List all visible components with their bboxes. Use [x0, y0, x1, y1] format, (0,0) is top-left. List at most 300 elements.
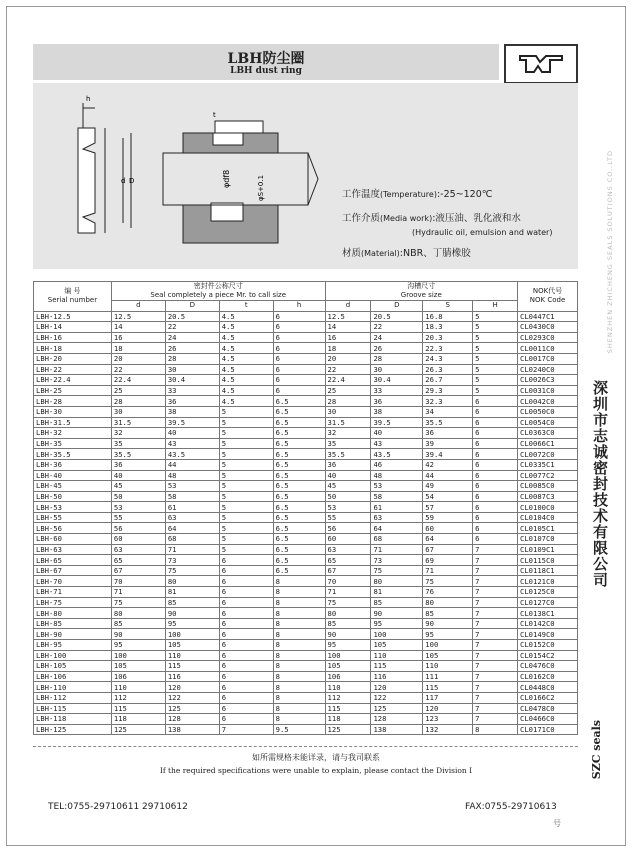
- value-cell: 117: [423, 692, 473, 703]
- header-nok-en: NOK Code: [529, 296, 566, 305]
- groove-col-d: D: [371, 301, 423, 312]
- serial-cell: LBH-35.5: [34, 449, 112, 460]
- nok-code-cell: CL0107C0: [518, 534, 578, 545]
- value-cell: 73: [371, 555, 423, 566]
- value-cell: 16.8: [423, 311, 473, 322]
- seal-symbol-icon: [504, 44, 578, 84]
- nok-code-cell: CL0478C0: [518, 703, 578, 714]
- seal-col-t: t: [219, 301, 273, 312]
- header-nok-zh: NOK代号: [532, 287, 563, 296]
- value-cell: 111: [423, 671, 473, 682]
- table-row: [34, 534, 578, 545]
- value-cell: 6: [273, 375, 325, 386]
- label-D: D: [129, 177, 135, 185]
- value-cell: 40: [165, 428, 219, 439]
- company-side: [590, 380, 620, 710]
- value-cell: 6: [473, 428, 518, 439]
- serial-cell: LBH-16: [34, 332, 112, 343]
- value-cell: 115: [423, 682, 473, 693]
- table-row: [34, 470, 578, 481]
- table-row: [34, 491, 578, 502]
- value-cell: 71: [371, 544, 423, 555]
- temperature-value: :-25~120℃: [436, 189, 493, 200]
- value-cell: 75: [165, 565, 219, 576]
- value-cell: 30: [111, 406, 165, 417]
- value-cell: 95: [111, 640, 165, 651]
- media-value: :液压油、乳化液和水: [432, 213, 521, 224]
- serial-cell: LBH-20: [34, 353, 112, 364]
- table-row: [34, 682, 578, 693]
- value-cell: 106: [111, 671, 165, 682]
- value-cell: 128: [371, 714, 423, 725]
- value-cell: 8: [273, 640, 325, 651]
- value-cell: 63: [111, 544, 165, 555]
- table-row: [34, 502, 578, 513]
- nok-code-cell: CL0118C1: [518, 565, 578, 576]
- table-row: [34, 353, 578, 364]
- header-serial-zh: 编 号: [64, 287, 81, 296]
- header-serial: [34, 282, 112, 312]
- serial-cell: LBH-90: [34, 629, 112, 640]
- table-row: [34, 618, 578, 629]
- table-row: [34, 343, 578, 354]
- value-cell: 38: [371, 406, 423, 417]
- value-cell: 8: [473, 724, 518, 735]
- nok-code-cell: CL0162C0: [518, 671, 578, 682]
- value-cell: 6.5: [273, 459, 325, 470]
- value-cell: 95: [423, 629, 473, 640]
- table-row: [34, 703, 578, 714]
- serial-cell: LBH-67: [34, 565, 112, 576]
- value-cell: 44: [423, 470, 473, 481]
- value-cell: 6: [219, 661, 273, 672]
- value-cell: 18: [111, 343, 165, 354]
- value-cell: 6.5: [273, 438, 325, 449]
- nok-code-cell: CL0154C2: [518, 650, 578, 661]
- table-row: [34, 671, 578, 682]
- value-cell: 26.3: [423, 364, 473, 375]
- value-cell: 53: [165, 481, 219, 492]
- table-row: [34, 417, 578, 428]
- serial-cell: LBH-85: [34, 618, 112, 629]
- value-cell: 36: [371, 396, 423, 407]
- serial-cell: LBH-14: [34, 322, 112, 333]
- value-cell: 8: [273, 703, 325, 714]
- value-cell: 43.5: [371, 449, 423, 460]
- table-row: [34, 523, 578, 534]
- tel-number: TEL:0755-29710611 29710612: [48, 802, 188, 812]
- serial-cell: LBH-32: [34, 428, 112, 439]
- nok-code-cell: CL0138C1: [518, 608, 578, 619]
- serial-cell: LBH-50: [34, 491, 112, 502]
- table-row: [34, 661, 578, 672]
- value-cell: 24: [165, 332, 219, 343]
- value-cell: 6: [219, 703, 273, 714]
- value-cell: 6: [219, 576, 273, 587]
- value-cell: 6: [219, 682, 273, 693]
- table-row: [34, 692, 578, 703]
- value-cell: 75: [325, 597, 371, 608]
- value-cell: 36: [165, 396, 219, 407]
- value-cell: 6: [273, 343, 325, 354]
- table-row: [34, 385, 578, 396]
- value-cell: 8: [273, 587, 325, 598]
- value-cell: 8: [273, 650, 325, 661]
- table-row: [34, 544, 578, 555]
- nok-code-cell: CL0031C0: [518, 385, 578, 396]
- value-cell: 14: [325, 322, 371, 333]
- value-cell: 128: [165, 714, 219, 725]
- value-cell: 110: [111, 682, 165, 693]
- serial-cell: LBH-55: [34, 512, 112, 523]
- table-row: [34, 565, 578, 576]
- nok-code-cell: CL0293C0: [518, 332, 578, 343]
- serial-cell: LBH-106: [34, 671, 112, 682]
- value-cell: 35.5: [111, 449, 165, 460]
- value-cell: 71: [423, 565, 473, 576]
- value-cell: 43.5: [165, 449, 219, 460]
- value-cell: 112: [111, 692, 165, 703]
- nok-code-cell: CL0077C2: [518, 470, 578, 481]
- value-cell: 4.5: [219, 311, 273, 322]
- value-cell: 8: [273, 618, 325, 629]
- table-row: [34, 428, 578, 439]
- table-row: [34, 587, 578, 598]
- value-cell: 5: [219, 544, 273, 555]
- table-row: [34, 322, 578, 333]
- value-cell: 70: [325, 576, 371, 587]
- value-cell: 35: [111, 438, 165, 449]
- value-cell: 6.5: [273, 417, 325, 428]
- groove-col-d: d: [325, 301, 371, 312]
- value-cell: 90: [165, 608, 219, 619]
- cross-section-diagram: [33, 83, 578, 269]
- nok-code-cell: CL0100C0: [518, 502, 578, 513]
- serial-cell: LBH-53: [34, 502, 112, 513]
- value-cell: 34: [423, 406, 473, 417]
- value-cell: 7: [473, 618, 518, 629]
- material-value: :NBR、丁腈橡胶: [399, 248, 471, 259]
- value-cell: 6.5: [273, 555, 325, 566]
- value-cell: 50: [111, 491, 165, 502]
- value-cell: 46: [371, 459, 423, 470]
- value-cell: 6: [473, 438, 518, 449]
- value-cell: 4.5: [219, 375, 273, 386]
- header-seal-zh: 密封件公称尺寸: [193, 282, 243, 290]
- value-cell: 55: [111, 512, 165, 523]
- value-cell: 55: [325, 512, 371, 523]
- value-cell: 30: [325, 406, 371, 417]
- value-cell: 39.5: [165, 417, 219, 428]
- value-cell: 75: [111, 597, 165, 608]
- value-cell: 76: [423, 587, 473, 598]
- value-cell: 112: [325, 692, 371, 703]
- value-cell: 5: [219, 406, 273, 417]
- value-cell: 6: [273, 311, 325, 322]
- spec-media-en: [412, 227, 552, 238]
- value-cell: 7: [473, 608, 518, 619]
- value-cell: 8: [273, 576, 325, 587]
- table-row: [34, 406, 578, 417]
- table-row: [34, 629, 578, 640]
- value-cell: 12.5: [325, 311, 371, 322]
- value-cell: 16: [325, 332, 371, 343]
- table-row: [34, 396, 578, 407]
- value-cell: 7: [473, 650, 518, 661]
- value-cell: 50: [325, 491, 371, 502]
- value-cell: 28: [165, 353, 219, 364]
- value-cell: 18: [325, 343, 371, 354]
- serial-cell: LBH-125: [34, 724, 112, 735]
- table-body: [34, 311, 578, 735]
- value-cell: 65: [325, 555, 371, 566]
- value-cell: 7: [473, 597, 518, 608]
- value-cell: 5: [219, 512, 273, 523]
- nok-code-cell: CL0171C0: [518, 724, 578, 735]
- header-groove: [325, 282, 517, 301]
- serial-cell: LBH-115: [34, 703, 112, 714]
- note-en: If the required specifications were unable to explain, please contact the Division I: [159, 766, 473, 775]
- value-cell: 100: [165, 629, 219, 640]
- table-row: [34, 459, 578, 470]
- value-cell: 65: [111, 555, 165, 566]
- value-cell: 6.5: [273, 502, 325, 513]
- value-cell: 6: [219, 587, 273, 598]
- serial-cell: LBH-35: [34, 438, 112, 449]
- header-seal: [111, 282, 325, 301]
- value-cell: 125: [165, 703, 219, 714]
- value-cell: 8: [273, 597, 325, 608]
- company-logo: SZC seals: [590, 720, 603, 780]
- table-row: [34, 714, 578, 725]
- value-cell: 6: [219, 714, 273, 725]
- value-cell: 105: [371, 640, 423, 651]
- value-cell: 115: [111, 703, 165, 714]
- value-cell: 44: [165, 459, 219, 470]
- value-cell: 8: [273, 692, 325, 703]
- value-cell: 6: [473, 481, 518, 492]
- value-cell: 67: [423, 544, 473, 555]
- nok-code-cell: CL0166C2: [518, 692, 578, 703]
- value-cell: 43: [371, 438, 423, 449]
- serial-cell: LBH-110: [34, 682, 112, 693]
- value-cell: 12.5: [111, 311, 165, 322]
- table-row: [34, 724, 578, 735]
- table-row: [34, 576, 578, 587]
- value-cell: 40: [371, 428, 423, 439]
- serial-cell: LBH-75: [34, 597, 112, 608]
- value-cell: 43: [165, 438, 219, 449]
- title-zh: LBH防尘圈: [227, 51, 305, 67]
- value-cell: 6.5: [273, 481, 325, 492]
- value-cell: 115: [325, 703, 371, 714]
- serial-cell: LBH-22.4: [34, 375, 112, 386]
- serial-cell: LBH-118: [34, 714, 112, 725]
- value-cell: 120: [165, 682, 219, 693]
- value-cell: 120: [371, 682, 423, 693]
- value-cell: 48: [165, 470, 219, 481]
- value-cell: 30: [165, 364, 219, 375]
- serial-cell: LBH-28: [34, 396, 112, 407]
- label-s: φS+0.1: [257, 174, 265, 201]
- value-cell: 38: [165, 406, 219, 417]
- value-cell: 105: [165, 640, 219, 651]
- value-cell: 85: [371, 597, 423, 608]
- value-cell: 125: [371, 703, 423, 714]
- value-cell: 33: [165, 385, 219, 396]
- value-cell: 118: [325, 714, 371, 725]
- serial-cell: LBH-70: [34, 576, 112, 587]
- value-cell: 6: [473, 470, 518, 481]
- value-cell: 20.5: [165, 311, 219, 322]
- serial-cell: LBH-45: [34, 481, 112, 492]
- value-cell: 6: [273, 353, 325, 364]
- value-cell: 5: [219, 491, 273, 502]
- value-cell: 60: [423, 523, 473, 534]
- table-row: [34, 311, 578, 322]
- value-cell: 61: [165, 502, 219, 513]
- nok-code-cell: CL0125C0: [518, 587, 578, 598]
- value-cell: 6: [219, 692, 273, 703]
- value-cell: 26.7: [423, 375, 473, 386]
- value-cell: 6: [219, 597, 273, 608]
- value-cell: 5: [473, 343, 518, 354]
- nok-code-cell: CL0109C1: [518, 544, 578, 555]
- nok-code-cell: CL0466C0: [518, 714, 578, 725]
- value-cell: 6: [473, 502, 518, 513]
- spec-media: [342, 210, 521, 224]
- value-cell: 7: [473, 555, 518, 566]
- value-cell: 60: [325, 534, 371, 545]
- value-cell: 39.4: [423, 449, 473, 460]
- value-cell: 8: [273, 608, 325, 619]
- groove-col-s: S: [423, 301, 473, 312]
- value-cell: 5: [473, 322, 518, 333]
- value-cell: 116: [165, 671, 219, 682]
- value-cell: 6: [219, 565, 273, 576]
- value-cell: 22: [371, 322, 423, 333]
- value-cell: 36: [423, 428, 473, 439]
- media-label-en: (Media work): [380, 214, 433, 223]
- nok-code-cell: CL0011C0: [518, 343, 578, 354]
- serial-cell: LBH-56: [34, 523, 112, 534]
- value-cell: 132: [423, 724, 473, 735]
- value-cell: 118: [111, 714, 165, 725]
- table-row: [34, 608, 578, 619]
- value-cell: 26: [371, 343, 423, 354]
- diagram-drawing: [33, 83, 578, 269]
- value-cell: 69: [423, 555, 473, 566]
- nok-code-cell: CL0054C0: [518, 417, 578, 428]
- value-cell: 22: [325, 364, 371, 375]
- value-cell: 115: [165, 661, 219, 672]
- serial-cell: LBH-105: [34, 661, 112, 672]
- value-cell: 30: [371, 364, 423, 375]
- serial-cell: LBH-100: [34, 650, 112, 661]
- groove-col-h: H: [473, 301, 518, 312]
- title-band: [33, 44, 499, 80]
- serial-cell: LBH-71: [34, 587, 112, 598]
- value-cell: 45: [325, 481, 371, 492]
- media-label: 工作介质: [342, 213, 381, 224]
- value-cell: 20.5: [371, 311, 423, 322]
- value-cell: 7: [473, 714, 518, 725]
- value-cell: 106: [325, 671, 371, 682]
- value-cell: 5: [473, 332, 518, 343]
- value-cell: 56: [111, 523, 165, 534]
- value-cell: 6: [473, 396, 518, 407]
- value-cell: 5: [473, 385, 518, 396]
- serial-cell: LBH-60: [34, 534, 112, 545]
- value-cell: 53: [111, 502, 165, 513]
- value-cell: 7: [473, 671, 518, 682]
- value-cell: 80: [111, 608, 165, 619]
- value-cell: 28: [325, 396, 371, 407]
- nok-code-cell: CL0042C0: [518, 396, 578, 407]
- nok-code-cell: CL0447C1: [518, 311, 578, 322]
- header-groove-zh: 沟槽尺寸: [407, 282, 436, 290]
- value-cell: 59: [423, 512, 473, 523]
- nok-code-cell: CL0448C0: [518, 682, 578, 693]
- value-cell: 25: [325, 385, 371, 396]
- value-cell: 5: [219, 523, 273, 534]
- value-cell: 120: [423, 703, 473, 714]
- note-zh: 如所需规格未能详录，请与我司联系: [252, 753, 380, 762]
- value-cell: 6: [473, 491, 518, 502]
- value-cell: 22: [111, 364, 165, 375]
- nok-code-cell: CL0026C3: [518, 375, 578, 386]
- value-cell: 71: [111, 587, 165, 598]
- value-cell: 5: [219, 502, 273, 513]
- value-cell: 35.5: [325, 449, 371, 460]
- value-cell: 36: [325, 459, 371, 470]
- nok-code-cell: CL0152C0: [518, 640, 578, 651]
- value-cell: 81: [165, 587, 219, 598]
- value-cell: 75: [423, 576, 473, 587]
- value-cell: 25: [111, 385, 165, 396]
- value-cell: 6: [273, 364, 325, 375]
- value-cell: 6.5: [273, 512, 325, 523]
- value-cell: 14: [111, 322, 165, 333]
- value-cell: 6: [273, 385, 325, 396]
- value-cell: 7: [473, 629, 518, 640]
- value-cell: 80: [325, 608, 371, 619]
- serial-cell: LBH-63: [34, 544, 112, 555]
- value-cell: 8: [273, 671, 325, 682]
- value-cell: 7: [473, 661, 518, 672]
- value-cell: 16: [111, 332, 165, 343]
- value-cell: 60: [111, 534, 165, 545]
- dimension-table: [33, 281, 578, 735]
- value-cell: 95: [325, 640, 371, 651]
- nok-code-cell: CL0363C0: [518, 428, 578, 439]
- value-cell: 53: [371, 481, 423, 492]
- nok-code-cell: CL0430C0: [518, 322, 578, 333]
- value-cell: 6: [219, 650, 273, 661]
- value-cell: 8: [273, 682, 325, 693]
- page-number: 号: [553, 819, 561, 828]
- nok-code-cell: CL0335C1: [518, 459, 578, 470]
- nok-code-cell: CL0105C1: [518, 523, 578, 534]
- nok-code-cell: CL0072C0: [518, 449, 578, 460]
- value-cell: 122: [371, 692, 423, 703]
- value-cell: 100: [423, 640, 473, 651]
- value-cell: 68: [371, 534, 423, 545]
- value-cell: 20: [111, 353, 165, 364]
- value-cell: 33: [371, 385, 423, 396]
- value-cell: 5: [473, 353, 518, 364]
- title-en: LBH dust ring: [230, 66, 302, 76]
